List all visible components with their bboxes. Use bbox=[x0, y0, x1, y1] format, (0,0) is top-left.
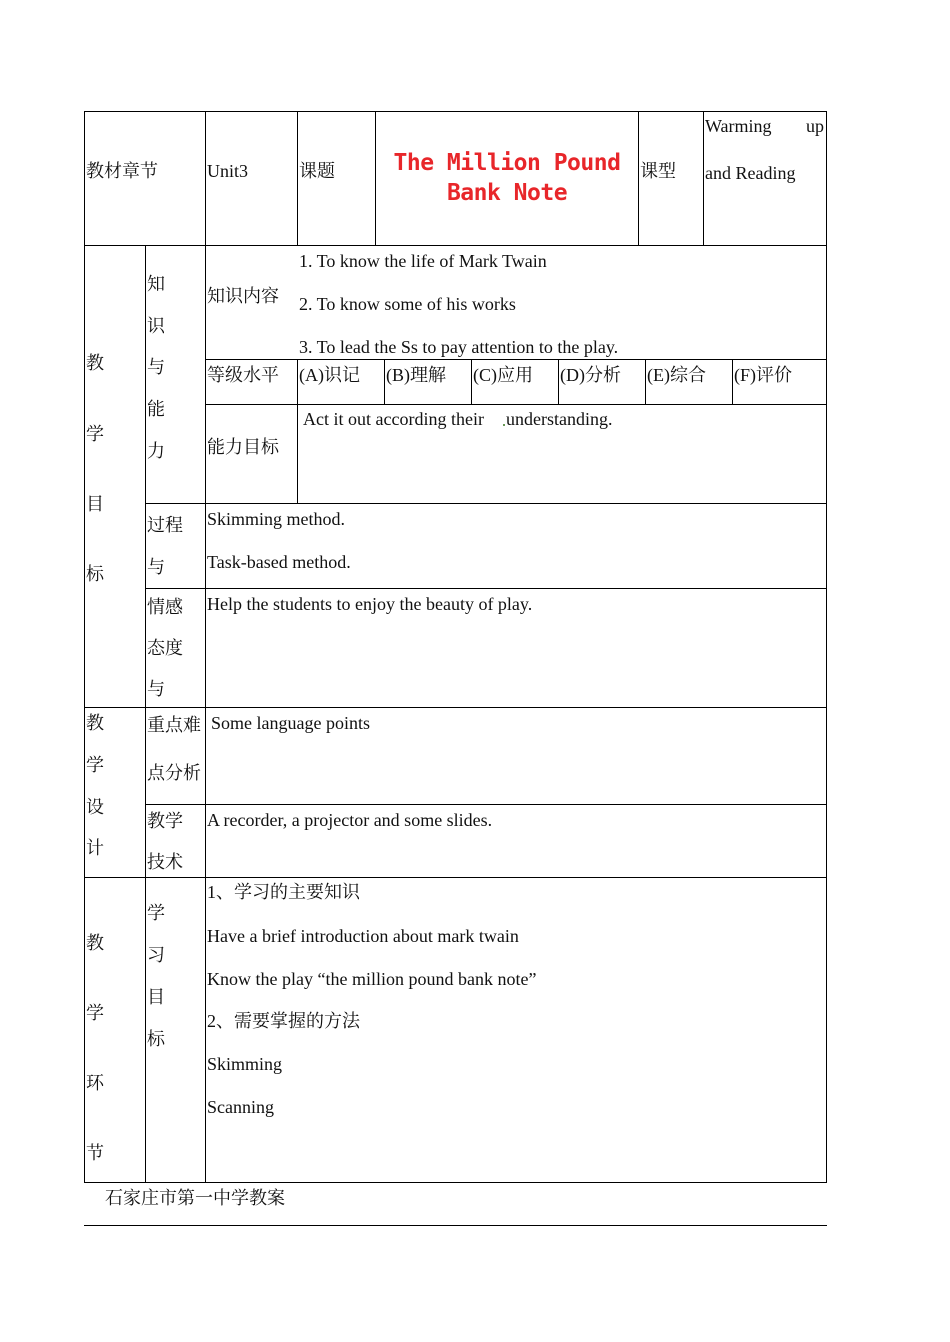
process-item-1: Skimming method. bbox=[207, 509, 346, 529]
tech-label-2: 技术 bbox=[147, 852, 183, 872]
tech-label-1: 教学 bbox=[147, 811, 183, 831]
tiny-mark bbox=[503, 424, 505, 426]
lesson-title-line-1: The Million Pound bbox=[393, 150, 621, 176]
design-section-char-1: 教 bbox=[86, 713, 104, 733]
footer-divider bbox=[84, 1225, 827, 1226]
goals-section-char-1: 教 bbox=[86, 353, 104, 373]
design-section-char-2: 学 bbox=[86, 755, 104, 775]
footer-school-name: 石家庄市第一中学教案 bbox=[105, 1188, 285, 1208]
emotion-text: Help the students to enjoy the beauty of play. bbox=[207, 594, 533, 614]
study-item-5: Skimming bbox=[207, 1054, 283, 1074]
chapter-label: 教材章节 bbox=[86, 161, 158, 181]
ability-text-part-1: Act it out according their bbox=[303, 409, 484, 429]
goals-section-char-3: 目 bbox=[86, 494, 104, 514]
goals-section-char-4: 标 bbox=[86, 564, 104, 584]
topic-label: 课题 bbox=[299, 161, 335, 181]
unit-value: Unit3 bbox=[207, 161, 249, 181]
study-item-6: Scanning bbox=[207, 1097, 274, 1117]
key-points-label-1: 重点难 bbox=[147, 715, 201, 735]
lesson-title-line-2: Bank Note bbox=[446, 180, 568, 206]
content-item-3: 3. To lead the Ss to pay attention to the play. bbox=[299, 337, 619, 357]
design-section-char-3: 设 bbox=[86, 797, 104, 817]
study-goal-char-2: 习 bbox=[147, 945, 165, 965]
process-section-char-2: 学 bbox=[86, 1003, 104, 1023]
study-item-2: Have a brief introduction about mark twain bbox=[207, 926, 519, 946]
design-section-char-4: 计 bbox=[86, 838, 104, 858]
study-item-3: Know the play “the million pound bank note” bbox=[207, 969, 537, 989]
ability-text-part-2: understanding. bbox=[506, 409, 613, 429]
content-item-2: 2. To know some of his works bbox=[299, 294, 516, 314]
emotion-label-1: 情感 bbox=[147, 597, 183, 617]
content-item-1: 1. To know the life of Mark Twain bbox=[299, 251, 547, 271]
goals-section-char-2: 学 bbox=[86, 424, 104, 444]
study-goal-char-1: 学 bbox=[147, 903, 165, 923]
study-item-4: 2、需要掌握的方法 bbox=[207, 1011, 360, 1031]
study-goal-char-3: 目 bbox=[147, 987, 165, 1007]
ability-label: 能力目标 bbox=[207, 437, 279, 457]
process-item-2: Task-based method. bbox=[207, 552, 351, 572]
level-b: (B)理解 bbox=[386, 365, 446, 385]
type-value-line-1: Warming bbox=[705, 116, 772, 136]
study-item-1: 1、学习的主要知识 bbox=[207, 882, 360, 902]
emotion-label-3: 与 bbox=[147, 679, 165, 699]
knowledge-char-2: 识 bbox=[147, 316, 165, 336]
key-points-label-2: 点分析 bbox=[147, 763, 201, 783]
level-e: (E)综合 bbox=[647, 365, 706, 385]
key-points-text: Some language points bbox=[211, 713, 370, 733]
level-d: (D)分析 bbox=[560, 365, 621, 385]
content-label: 知识内容 bbox=[207, 286, 279, 306]
tech-text: A recorder, a projector and some slides. bbox=[207, 810, 493, 830]
emotion-label-2: 态度 bbox=[147, 638, 183, 658]
process-section-char-3: 环 bbox=[86, 1073, 104, 1093]
process-section-char-1: 教 bbox=[86, 933, 104, 953]
process-label-2: 与 bbox=[147, 557, 165, 577]
study-goal-char-4: 标 bbox=[147, 1029, 165, 1049]
type-value-line-2: and Reading bbox=[705, 163, 796, 183]
type-value-line-1b: up bbox=[806, 116, 824, 136]
level-c: (C)应用 bbox=[473, 365, 533, 385]
process-section-char-4: 节 bbox=[86, 1143, 104, 1163]
level-a: (A)识记 bbox=[299, 365, 360, 385]
level-label: 等级水平 bbox=[207, 365, 279, 385]
type-label: 课型 bbox=[640, 161, 676, 181]
knowledge-char-3: 与 bbox=[147, 357, 165, 377]
process-label-1: 过程 bbox=[147, 515, 183, 535]
level-f: (F)评价 bbox=[734, 365, 792, 385]
knowledge-char-1: 知 bbox=[147, 274, 165, 294]
knowledge-char-5: 力 bbox=[147, 441, 165, 461]
lesson-title bbox=[376, 148, 638, 208]
knowledge-char-4: 能 bbox=[147, 399, 165, 419]
